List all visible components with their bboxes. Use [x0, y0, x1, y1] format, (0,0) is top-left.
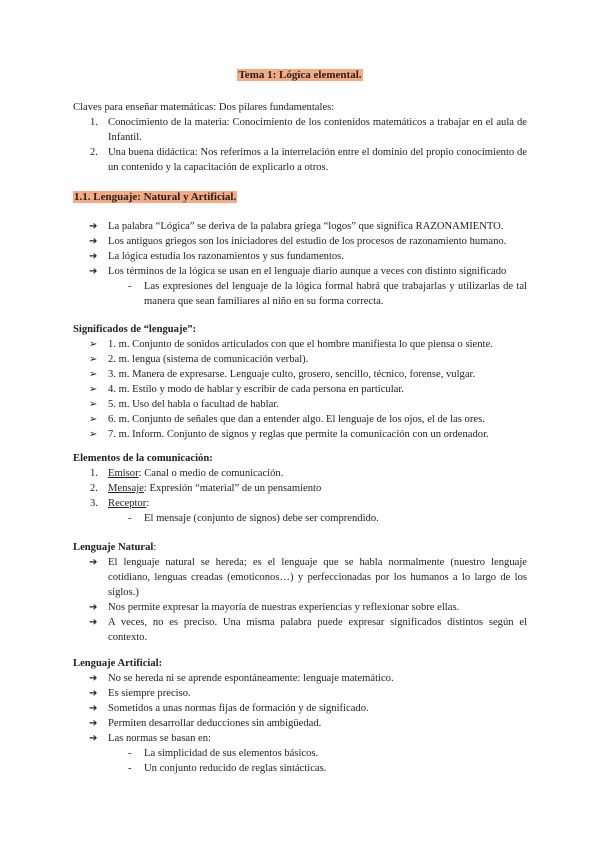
arrow-icon: ➔: [89, 703, 98, 714]
list-item: [73, 249, 527, 264]
list-item: [73, 264, 527, 279]
page-title: [0, 68, 600, 83]
dash-icon: -: [128, 513, 132, 524]
arrow-icon: ➔: [89, 602, 98, 613]
section-1-1-sub: [73, 279, 527, 309]
list-item: [73, 352, 527, 367]
section-heading: 1.1. Lenguaje: Natural y Artificial.: [74, 191, 237, 203]
item-text: El mensaje (conjunto de signos) debe ser comprendido.: [144, 513, 379, 524]
intro-text: Claves para enseñar matemáticas: Dos pilares fundamentales:: [73, 102, 335, 113]
item-term: Emisor: [108, 468, 139, 479]
chevron-right-icon: ➢: [89, 369, 98, 380]
item-text: Los términos de la lógica se usan en el lenguaje diario aunque a veces con distinto significado: [108, 266, 507, 277]
list-item: [73, 731, 527, 746]
list-item: [73, 496, 527, 511]
item-text: 4. m. Estilo y modo de hablar y escribir de cada persona en particular.: [108, 384, 404, 395]
elementos-sub: [73, 511, 527, 526]
natural-heading: Lenguaje Natural: [73, 542, 154, 553]
section-1-1-heading: [73, 190, 527, 205]
artificial-list: [73, 671, 527, 746]
item-term: Receptor: [108, 498, 147, 509]
item-number: 3.: [90, 498, 98, 509]
item-text: Un conjunto reducido de reglas sintácticas.: [144, 763, 327, 774]
chevron-right-icon: ➢: [89, 429, 98, 440]
item-text: La lógica estudia los razonamientos y sus fundamentos.: [108, 251, 344, 262]
chevron-right-icon: ➢: [89, 339, 98, 350]
list-item: [73, 746, 527, 761]
arrow-icon: ➔: [89, 688, 98, 699]
artificial-heading: Lenguaje Artificial:: [73, 658, 163, 669]
list-item: [73, 397, 527, 412]
natural-heading-line: [73, 540, 527, 555]
significados-heading: Significados de “lenguaje”:: [73, 324, 197, 335]
list-item: [73, 615, 527, 645]
arrow-icon: ➔: [89, 251, 98, 262]
dash-icon: -: [128, 763, 132, 774]
item-text: A veces, no es preciso. Una misma palabra puede expresar significados distintos según el contexto.: [108, 617, 527, 643]
arrow-icon: ➔: [89, 733, 98, 744]
item-text: 6. m. Conjunto de señales que dan a entender algo. El lenguaje de los ojos, el de las ores.: [108, 414, 485, 425]
significados-section: [73, 322, 527, 442]
artificial-sub: [73, 746, 527, 776]
item-number: 1.: [90, 468, 98, 479]
item-text: Los antiguos griegos son los iniciadores del estudio de los procesos de razonamiento humano.: [108, 236, 507, 247]
list-item: [73, 279, 527, 309]
list-item: [73, 686, 527, 701]
item-number: 2.: [90, 147, 98, 158]
item-text: Conocimiento de la materia: Conocimiento de los contenidos matemáticos a trabajar en el aula de Infantil.: [108, 117, 527, 143]
list-item: [73, 234, 527, 249]
intro-list: [73, 115, 527, 175]
list-item: [73, 337, 527, 352]
item-number: 2.: [90, 483, 98, 494]
chevron-right-icon: ➢: [89, 354, 98, 365]
item-text: Nos permite expresar la mayoría de nuestras experiencias y reflexionar sobre ellas.: [108, 602, 460, 613]
dash-icon: -: [128, 281, 132, 292]
list-item: [73, 481, 527, 496]
arrow-icon: ➔: [89, 617, 98, 628]
arrow-icon: ➔: [89, 718, 98, 729]
arrow-icon: ➔: [89, 557, 98, 568]
item-text: 1. m. Conjunto de sonidos articulados con que el hombre manifiesta lo que piensa o siente.: [108, 339, 493, 350]
item-number: 1.: [90, 117, 98, 128]
list-item: [73, 511, 527, 526]
item-text: El lenguaje natural se hereda; es el lenguaje que se habla normalmente (nuestro lenguaje cotidiano, lenguas creadas (emoticonos…) y perfeccionadas por los humanos a lo largo de los siglos.): [108, 557, 527, 598]
dash-icon: -: [128, 748, 132, 759]
list-item: [73, 367, 527, 382]
list-item: [73, 761, 527, 776]
elementos-section: [73, 451, 527, 526]
item-text: La simplicidad de sus elementos básicos.: [144, 748, 319, 759]
section-1-1-bullets: [73, 219, 527, 279]
significados-list: [73, 337, 527, 442]
item-text: : Expresión “material” de un pensamiento: [143, 483, 322, 494]
item-term: Mensaje: [108, 483, 144, 494]
list-item: [73, 115, 527, 145]
list-item: [73, 219, 527, 234]
item-text: No se hereda ni se aprende espontáneamente: lenguaje matemático.: [108, 673, 394, 684]
natural-section: [73, 540, 527, 645]
chevron-right-icon: ➢: [89, 414, 98, 425]
item-text: Una buena didáctica: Nos referimos a la interrelación entre el dominio del propio conocimiento de un contenido y la capacitación de explicarlo a otros.: [108, 147, 527, 173]
arrow-icon: ➔: [89, 266, 98, 277]
item-text: Sometidos a unas normas fijas de formación y de significado.: [108, 703, 369, 714]
item-text: 3. m. Manera de expresarse. Lenguaje culto, grosero, sencillo, técnico, forense, vulgar.: [108, 369, 476, 380]
elementos-heading: Elementos de la comunicación:: [73, 453, 213, 464]
item-text: 7. m. Inform. Conjunto de signos y reglas que permite la comunicación con un ordenador.: [108, 429, 489, 440]
item-text: 5. m. Uso del habla o facultad de hablar.: [108, 399, 279, 410]
chevron-right-icon: ➢: [89, 399, 98, 410]
list-item: [73, 466, 527, 481]
item-text: 2. m. lengua (sistema de comunicación verbal).: [108, 354, 309, 365]
arrow-icon: ➔: [89, 673, 98, 684]
page-title-text: Tema 1: Lógica elemental.: [238, 69, 362, 81]
chevron-right-icon: ➢: [89, 384, 98, 395]
list-item: [73, 600, 527, 615]
section-1-1-body: [73, 219, 527, 309]
item-text: Permiten desarrollar deducciones sin ambigüedad.: [108, 718, 322, 729]
list-item: [73, 382, 527, 397]
list-item: [73, 145, 527, 175]
item-text: Las expresiones del lenguaje de la lógica formal habrá que trabajarlas y utilizarlas de tal manera que sean familiares al niño en su forma correcta.: [144, 281, 527, 307]
arrow-icon: ➔: [89, 221, 98, 232]
natural-list: [73, 555, 527, 645]
item-text: La palabra “Lógica” se deriva de la palabra griega “logos” que significa RAZONAMIENTO.: [108, 221, 504, 232]
list-item: [73, 427, 527, 442]
list-item: [73, 671, 527, 686]
list-item: [73, 555, 527, 600]
item-text: :: [146, 498, 150, 509]
arrow-icon: ➔: [89, 236, 98, 247]
artificial-section: [73, 656, 527, 776]
heading-suffix: :: [153, 542, 157, 553]
list-item: [73, 716, 527, 731]
intro-section: [73, 100, 527, 175]
item-text: : Canal o medio de comunicación.: [138, 468, 284, 479]
list-item: [73, 412, 527, 427]
item-text: Es siempre preciso.: [108, 688, 191, 699]
item-text: Las normas se basan en:: [108, 733, 211, 744]
elementos-list: [73, 466, 527, 511]
list-item: [73, 701, 527, 716]
